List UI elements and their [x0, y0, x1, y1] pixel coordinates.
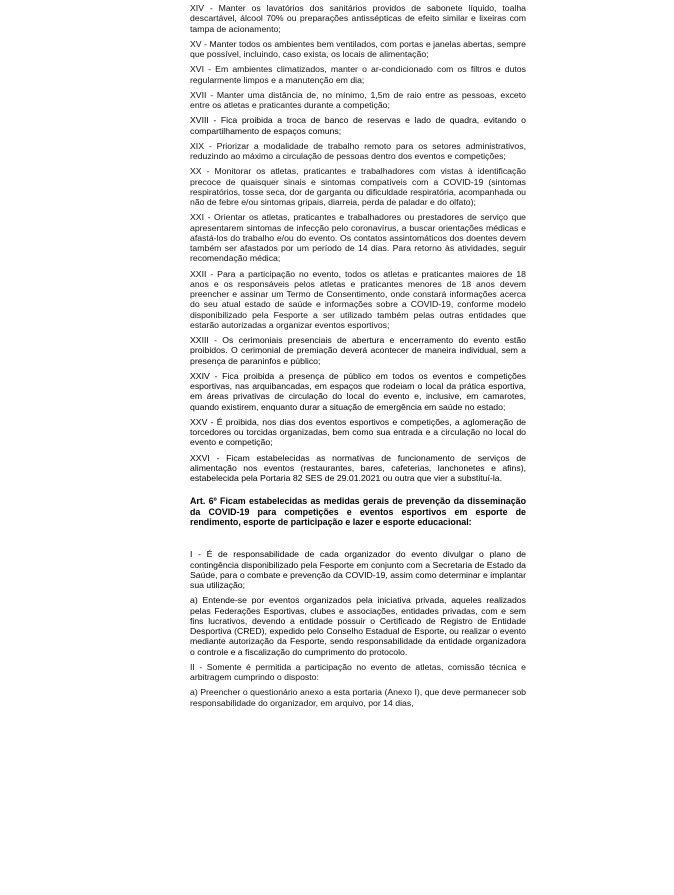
paragraph-xix: XIX - Priorizar a modalidade de trabalho remoto para os setores administrativos, reduzindo ao máximo a circulação de pessoas dentro dos eventos e competições; [190, 140, 526, 161]
paragraph-xxv: XXV - É proibida, nos dias dos eventos esportivos e competições, a aglomeração de torcedores ou torcidas organizadas, bem como sua entrada e a circulação no local do evento e competição; [190, 416, 526, 448]
paragraph-xx: XX - Monitorar os atletas, praticantes e trabalhadores com vistas à identificação precoce de quaisquer sinais e sintomas compatíveis com a COVID-19 (sintomas respiratórios, tosse seca, dor de garganta ou dificuldade respiratória, acompanhada ou não de febre e/ou sintomas gripais, diarreia, perda de paladar e do olfato); [190, 166, 526, 207]
paragraph-i-a: a) Entende-se por eventos organizados pela iniciativa privada, aqueles realizados pelas Federações Esportivas, clubes e associações, entidades privadas, com e sem fins lucrativos, devendo a entidade possuir o Certificado de Registro de Entidade Desportiva (CRED), expedido pelo Conselho Estadual de Esporte, ou realizar o evento mediante autorização da Fesporte, sendo responsabilidade da entidade organizadora o controle e a fiscalização do cumprimento do protocolo. [190, 595, 526, 657]
paragraph-ii-a: a) Preencher o questionário anexo a esta portaria (Anexo I), que deve permanecer sob responsabilidade do organizador, em arquivo, por 14 dias, [190, 687, 526, 708]
paragraph-xvii: XVII - Manter uma distância de, no mínimo, 1,5m de raio entre as pessoas, exceto entre os atletas e praticantes durante a competição; [190, 89, 526, 110]
article-6-heading: Art. 6º Ficam estabelecidas as medidas gerais de prevenção da disseminação da COVID-19 para competições e eventos esportivos em esporte de rendimento, esporte de participação e lazer e esporte educacional: [190, 496, 526, 528]
paragraph-i: I - É de responsabilidade de cada organizador do evento divulgar o plano de contingência disponibilizado pela Fesporte em conjunto com a Secretaria de Estado da Saúde, para o combate e prevenção da COVID-19, assim como determinar e implantar sua utilização; [190, 549, 526, 591]
paragraph-xxii: XXII - Para a participação no evento, todos os atletas e praticantes maiores de 18 anos e os responsáveis pelos atletas e praticantes menores de 18 anos devem preencher e assinar um Termo de Consentimento, onde constará informações acerca do seu atual estado de saúde e informações sobre a COVID-19, conforme modelo disponibilizado pela Fesporte a ser utilizado também pelas outras entidades que estarão autorizadas a organizar eventos esportivos; [190, 268, 526, 330]
paragraph-xxi: XXI - Orientar os atletas, praticantes e trabalhadores ou prestadores de serviço que apresentarem sintomas de infecção pelo coronavírus, a buscar orientações médicas e afastá-los do trabalho e/ou do evento. Os contatos assintomáticos dos doentes devem também ser afastados por um período de 14 dias. Para retorno às atividades, seguir recomendação médica; [190, 212, 526, 264]
document-page [190, 3, 526, 713]
paragraph-xxiv: XXIV - Fica proibida a presença de público em todos os eventos e competições esportivas, nas arquibancadas, em espaços que rodeiam o local da prática esportiva, em áreas privativas de circulação do local do evento e, inclusive, em camarotes, quando existirem, enquanto durar a situação de emergência em saúde no estado; [190, 370, 526, 412]
paragraph-xiv: XIV - Manter os lavatórios dos sanitários providos de sabonete líquido, toalha descartável, álcool 70% ou preparações antissépticas de efeito similar e lixeiras com tampa de acionamento; [190, 3, 526, 34]
paragraph-xv: XV - Manter todos os ambientes bem ventilados, com portas e janelas abertas, sempre que possível, incluindo, caso exista, os locais de alimentação; [190, 38, 526, 59]
paragraph-xxvi: XXVI - Ficam estabelecidas as normativas de funcionamento de serviços de alimentação nos eventos (restaurantes, bares, cafeterias, lanchonetes e afins), estabelecida pela Portaria 82 SES de 29.01.2021 ou outra que vier a substituí-la. [190, 452, 526, 483]
paragraph-xvi: XVI - Em ambientes climatizados, manter o ar-condicionado com os filtros e dutos regularmente limpos e a manutenção em dia; [190, 64, 526, 85]
paragraph-ii: II - Somente é permitida a participação no evento de atletas, comissão técnica e arbitragem cumprindo o disposto: [190, 661, 526, 683]
paragraph-xviii: XVIII - Fica proibida a troca de banco de reservas e lado de quadra, evitando o compartilhamento de espaços comuns; [190, 115, 526, 136]
paragraph-xxiii: XXIII - Os cerimoniais presenciais de abertura e encerramento do evento estão proibidos. O cerimonial de premiação deverá acontecer de maneira individual, sem a presença de paraninfos e público; [190, 335, 526, 366]
